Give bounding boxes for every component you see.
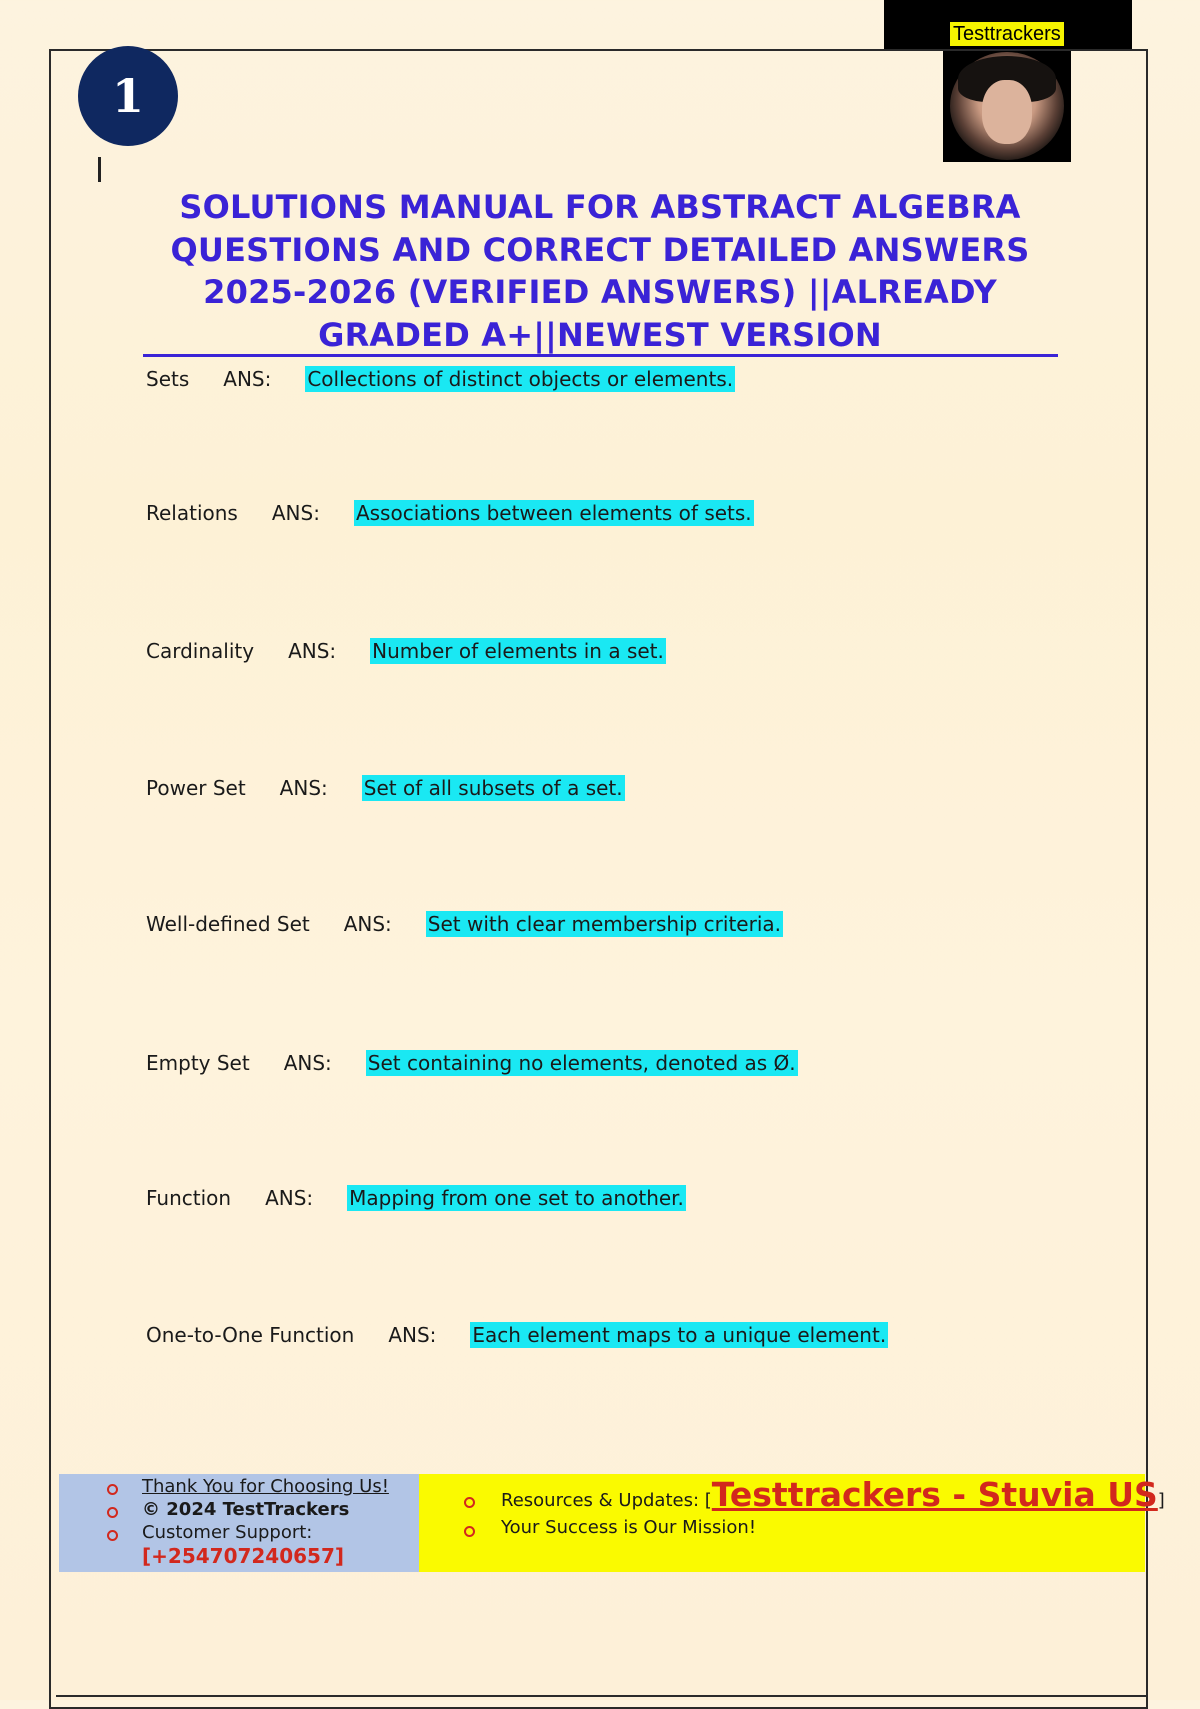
qa-term: One-to-One Function <box>146 1323 355 1347</box>
qa-item <box>146 1185 686 1211</box>
resources-label: Resources & Updates: [ <box>501 1490 712 1511</box>
qa-item <box>146 638 666 664</box>
bullet-icon <box>107 1530 118 1541</box>
qa-term: Empty Set <box>146 1051 250 1075</box>
resources-close: ] <box>1157 1490 1165 1511</box>
qa-item <box>146 1322 888 1348</box>
copyright-text: © 2024 TestTrackers <box>142 1499 350 1520</box>
bottom-border <box>56 1695 1148 1697</box>
qa-ans-label: ANS: <box>343 912 392 936</box>
qa-item <box>146 366 735 392</box>
mission-text: Your Success is Our Mission! <box>501 1517 757 1538</box>
qa-answer: Each element maps to a unique element. <box>472 1323 887 1347</box>
qa-ans-label: ANS: <box>265 1186 314 1210</box>
qa-item <box>146 1050 798 1076</box>
brand-label: Testtrackers <box>950 22 1064 46</box>
bullet-icon <box>107 1507 118 1518</box>
bullet-icon <box>464 1526 475 1537</box>
title-underline <box>143 354 1058 357</box>
qa-term: Cardinality <box>146 639 255 663</box>
qa-ans-label: ANS: <box>283 1051 332 1075</box>
qa-ans-label: ANS: <box>388 1323 437 1347</box>
qa-item <box>146 775 625 801</box>
qa-answer: Collections of distinct objects or elements. <box>307 367 734 391</box>
qa-ans-label: ANS: <box>288 639 337 663</box>
bullet-icon <box>107 1484 118 1495</box>
qa-answer: Set of all subsets of a set. <box>363 776 623 800</box>
qa-answer: Number of elements in a set. <box>372 639 664 663</box>
qa-answer: Set with clear membership criteria. <box>427 912 781 936</box>
stuvia-link[interactable]: Testtrackers - Stuvia US <box>711 1475 1158 1514</box>
text-cursor <box>98 157 101 182</box>
bullet-icon <box>464 1497 475 1508</box>
resources-line <box>501 1475 1165 1514</box>
support-phone[interactable]: [+254707240657] <box>142 1544 345 1568</box>
qa-term: Well-defined Set <box>146 912 310 936</box>
qa-term: Relations <box>146 501 238 525</box>
qa-answer: Associations between elements of sets. <box>355 501 752 525</box>
thank-you-text: Thank You for Choosing Us! <box>142 1476 389 1497</box>
qa-answer: Set containing no elements, denoted as Ø. <box>367 1051 796 1075</box>
support-label: Customer Support: <box>142 1522 313 1543</box>
qa-ans-label: ANS: <box>223 367 272 391</box>
page-number-badge: 1 <box>78 46 178 146</box>
footer-contact-panel <box>59 1474 419 1572</box>
qa-item <box>146 911 783 937</box>
qa-ans-label: ANS: <box>271 501 320 525</box>
page-title: SOLUTIONS MANUAL FOR ABSTRACT ALGEBRA QUESTIONS AND CORRECT DETAILED ANSWERS 2025-2026 (VERIFIED ANSWERS) ||ALREADY GRADED A+||NEWEST VERSION <box>170 188 1030 354</box>
qa-term: Power Set <box>146 776 246 800</box>
qa-term: Sets <box>146 367 190 391</box>
qa-answer: Mapping from one set to another. <box>349 1186 684 1210</box>
qa-item <box>146 500 754 526</box>
qa-ans-label: ANS: <box>279 776 328 800</box>
footer-resources-panel <box>419 1474 1165 1572</box>
qa-term: Function <box>146 1186 232 1210</box>
